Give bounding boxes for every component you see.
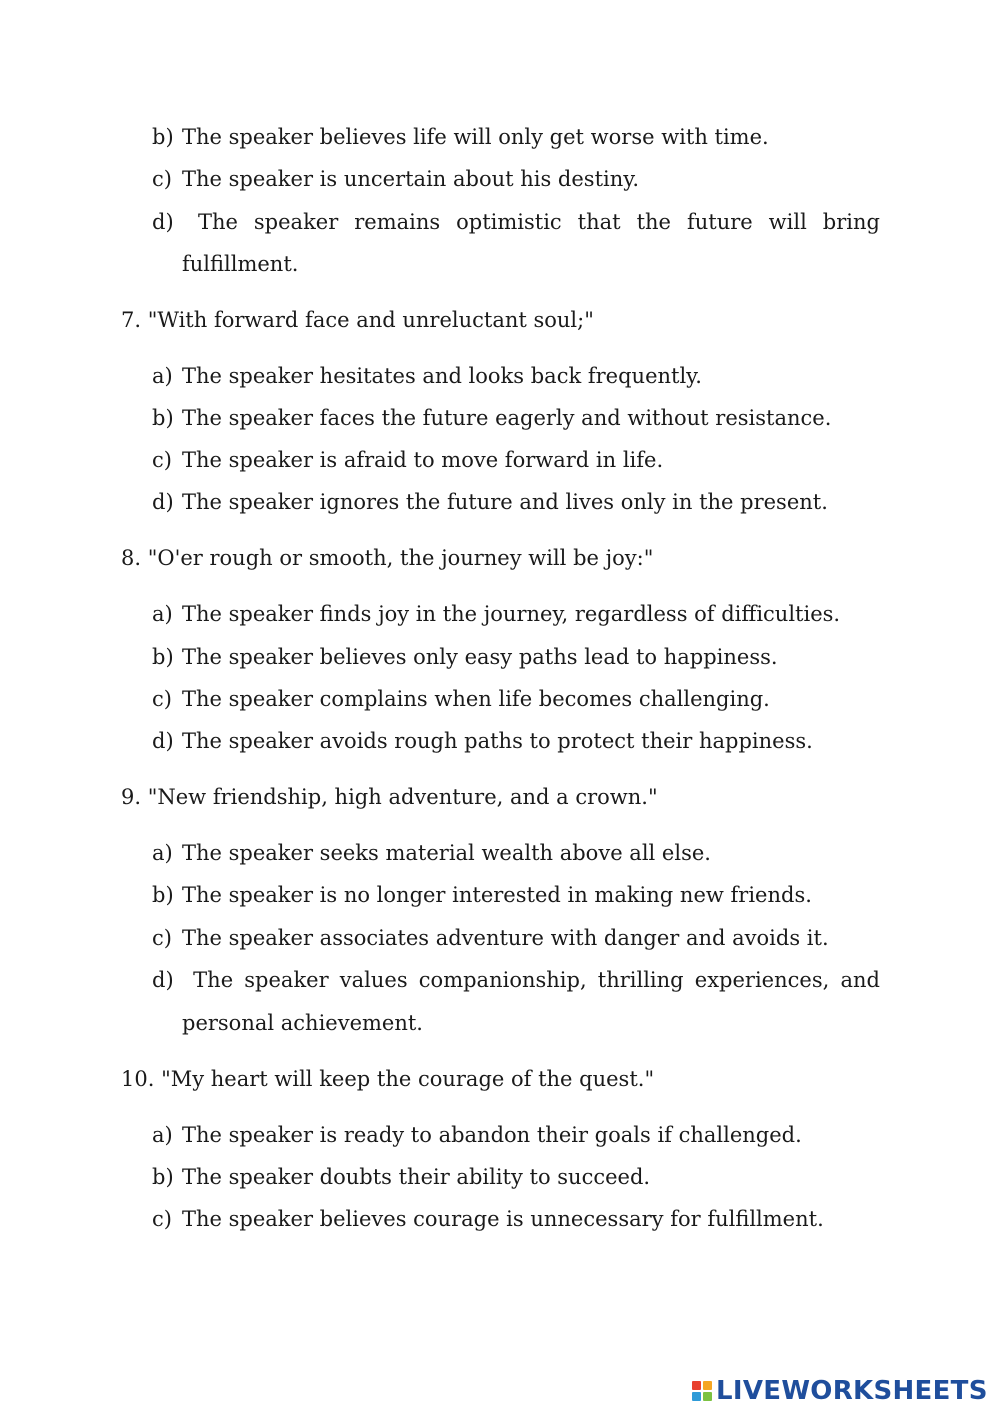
option-word: thrilling	[597, 968, 684, 992]
q7-option-c[interactable]	[152, 446, 880, 474]
option-label: c)	[152, 926, 172, 950]
option-d[interactable]	[152, 208, 880, 236]
option-word: The	[197, 210, 238, 234]
liveworksheets-logo[interactable]	[692, 1375, 988, 1407]
option-label: a)	[152, 364, 173, 388]
option-word: and	[840, 968, 880, 992]
option-label: d)	[152, 968, 174, 992]
option-text: The speaker is ready to abandon their goals if challenged.	[182, 1123, 802, 1147]
option-label: c)	[152, 167, 172, 191]
option-word: the	[636, 210, 671, 234]
option-label: b)	[152, 406, 174, 430]
option-label: b)	[152, 645, 174, 669]
question-8-prompt: 8. "O'er rough or smooth, the journey will be joy:"	[121, 546, 654, 570]
option-word: companionship,	[418, 968, 587, 992]
q8-option-d[interactable]	[152, 727, 880, 755]
q9-option-d-continuation: personal achievement.	[182, 1011, 423, 1035]
q9-option-c[interactable]	[152, 924, 880, 952]
option-word: speaker	[253, 210, 339, 234]
logo-tile	[703, 1392, 712, 1401]
q9-option-a[interactable]	[152, 839, 880, 867]
option-text: The speaker is uncertain about his destiny.	[182, 167, 640, 191]
option-word: bring	[822, 210, 880, 234]
option-text: The speaker doubts their ability to succeed.	[182, 1165, 651, 1189]
q10-option-a[interactable]	[152, 1121, 880, 1149]
option-text: The speaker is afraid to move forward in life.	[182, 448, 664, 472]
option-label: a)	[152, 602, 173, 626]
q8-option-b[interactable]	[152, 643, 880, 671]
q10-option-b[interactable]	[152, 1163, 880, 1191]
q9-option-d[interactable]	[152, 966, 880, 994]
option-word: values	[339, 968, 408, 992]
option-label: c)	[152, 687, 172, 711]
option-word: will	[768, 210, 807, 234]
option-word: speaker	[244, 968, 329, 992]
option-word: experiences,	[694, 968, 830, 992]
liveworksheets-logo-icon	[692, 1381, 712, 1401]
brand-name: LIVEWORKSHEETS	[716, 1376, 988, 1406]
option-text: The speaker is no longer interested in making new friends.	[182, 883, 812, 907]
option-text: The speaker avoids rough paths to protect their happiness.	[182, 729, 813, 753]
question-7-prompt: 7. "With forward face and unreluctant soul;"	[121, 308, 594, 332]
option-b[interactable]	[152, 123, 880, 151]
option-c[interactable]	[152, 165, 880, 193]
q7-option-a[interactable]	[152, 362, 880, 390]
option-text: The speaker believes only easy paths lead to happiness.	[182, 645, 778, 669]
option-text: The speaker ignores the future and lives only in the present.	[182, 490, 828, 514]
q9-option-b[interactable]	[152, 881, 880, 909]
option-label: d)	[152, 490, 174, 514]
logo-tile	[692, 1392, 701, 1401]
option-text: The speaker seeks material wealth above all else.	[182, 841, 711, 865]
option-text: The speaker finds joy in the journey, regardless of difficulties.	[182, 602, 841, 626]
q10-option-c[interactable]	[152, 1205, 880, 1233]
option-label: a)	[152, 1123, 173, 1147]
option-label: c)	[152, 1207, 172, 1231]
option-label: d)	[152, 210, 174, 234]
option-label: b)	[152, 1165, 174, 1189]
option-label: b)	[152, 883, 174, 907]
option-text: The speaker believes courage is unnecessary for fulfillment.	[182, 1207, 824, 1231]
option-label: b)	[152, 125, 174, 149]
option-text: The speaker hesitates and looks back frequently.	[182, 364, 702, 388]
option-label: d)	[152, 729, 174, 753]
q7-option-d[interactable]	[152, 488, 880, 516]
option-word: that	[577, 210, 621, 234]
option-text: The speaker associates adventure with danger and avoids it.	[182, 926, 829, 950]
question-10-prompt: 10. "My heart will keep the courage of the quest."	[121, 1067, 655, 1091]
option-label: a)	[152, 841, 173, 865]
option-text: The speaker believes life will only get worse with time.	[182, 125, 769, 149]
logo-tile	[692, 1381, 701, 1390]
question-9-prompt: 9. "New friendship, high adventure, and a crown."	[121, 785, 658, 809]
option-text: The speaker complains when life becomes challenging.	[182, 687, 770, 711]
option-label: c)	[152, 448, 172, 472]
option-word: future	[686, 210, 753, 234]
q8-option-c[interactable]	[152, 685, 880, 713]
option-word: optimistic	[456, 210, 562, 234]
option-d-continuation: fulfillment.	[182, 252, 299, 276]
q8-option-a[interactable]	[152, 600, 880, 628]
logo-tile	[703, 1381, 712, 1390]
option-word: The	[193, 968, 234, 992]
q7-option-b[interactable]	[152, 404, 880, 432]
option-word: remains	[354, 210, 441, 234]
option-text: The speaker faces the future eagerly and without resistance.	[182, 406, 832, 430]
